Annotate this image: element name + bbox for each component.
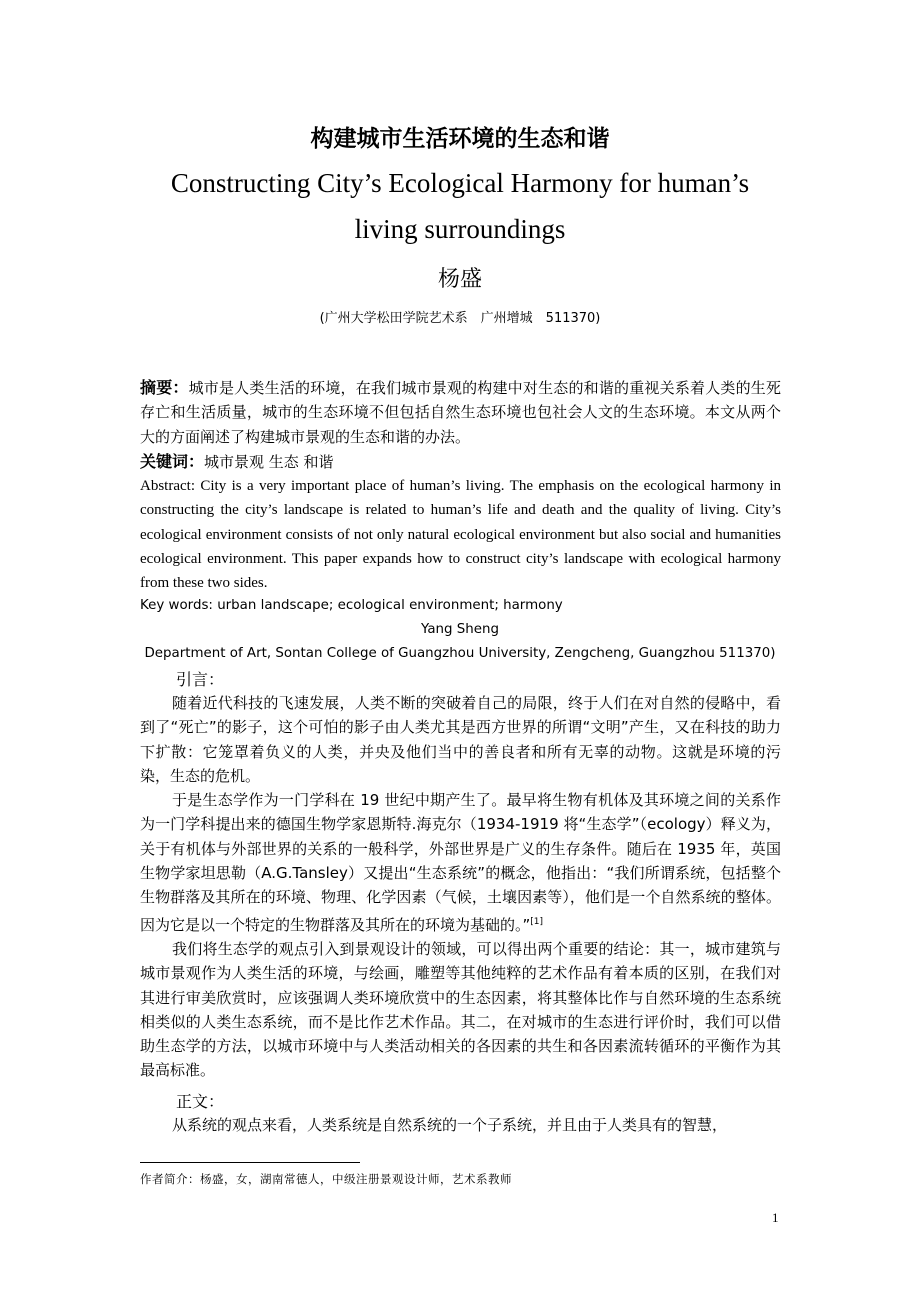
intro-heading: 引言： — [176, 670, 225, 689]
body-heading: 正文： — [176, 1092, 225, 1111]
intro-paragraph-text: 于是生态学作为一门学科在 19 世纪中期产生了。最早将生物有机体及其环境之间的关系作为一门学科提出来的德国生物学家恩斯特.海克尔（1934-1919 将“生态学”（ecology）释义为，关于有机体与外部世界的关系的一般科学，外部世界是广义的生存条件。随后在 1935 年，英国生物学家坦思勒（A.G.Tansley）又提出“生态系统”的概念，他指出：“我们所谓系统，包括整个生物群落及其所在的环境、物理、化学因素（气候，土壤因素等），他们是一个自然系统的整体。因为它是以一个特定的生物群落及其所在的环境为基础的。” — [140, 791, 781, 934]
keywords-chinese — [140, 450, 781, 474]
title-english-line1: Constructing City’s Ecological Harmony for human’s — [170, 168, 750, 198]
intro-section — [140, 691, 781, 1083]
footnote-divider — [140, 1162, 360, 1163]
affiliation-chinese: (广州大学松田学院艺术系 广州增城 511370) — [319, 311, 601, 326]
footnote-author-bio: 作者简介：杨盛，女，湖南常德人，中级注册景观设计师，艺术系教师 — [140, 1172, 512, 1186]
abstract-chinese — [140, 376, 781, 449]
abstract-english: Abstract: City is a very important place of human’s living. The emphasis on the ecological harmony in constructing the city’s landscape is related to human’s life and death and the quality of living. City’s ecological environment consists of not only natural ecological environment but also social and humanities ecological environment. This paper expands how to construct city’s landscape with ecological harmony from these two sides. — [140, 478, 781, 592]
intro-paragraph: 随着近代科技的飞速发展，人类不断的突破着自己的局限，终于人们在对自然的侵略中，看到了“死亡”的影子，这个可怕的影子由人类尤其是西方世界的所谓“文明”产生，又在科技的助力下扩散：它笼罩着负义的人类，并央及他们当中的善良者和所有无辜的动物。这就是环境的污染，生态的危机。 — [140, 694, 781, 785]
author-chinese: 杨盛 — [437, 267, 482, 292]
keywords-english: Key words: urban landscape; ecological environment; harmony — [140, 598, 563, 613]
title-chinese: 构建城市生活环境的生态和谐 — [310, 126, 610, 152]
citation-mark: [1] — [530, 916, 544, 927]
abstract-text: 城市是人类生活的环境，在我们城市景观的构建中对生态的和谐的重视关系着人类的生死存亡和生活质量，城市的生态环境不但包括自然生态环境也包社会人文的生态环境。本文从两个大的方面阐述了构建城市景观的生态和谐的办法。 — [140, 379, 781, 446]
affiliation-english: Department of Art, Sontan College of Guangzhou University, Zengcheng, Guangzhou 511370) — [144, 646, 776, 661]
author-english: Yang Sheng — [421, 622, 499, 637]
keywords-text: 城市景观 生态 和谐 — [204, 453, 334, 471]
intro-paragraph: 我们将生态学的观点引入到景观设计的领域，可以得出两个重要的结论：其一，城市建筑与城市景观作为人类生活的环境，与绘画，雕塑等其他纯粹的艺术作品有着本质的区别，在我们对其进行审美欣赏时，应该强调人类环境欣赏中的生态因素，将其整体比作与自然环境的生态系统相类似的人类生态系统，而不是比作艺术作品。其二，在对城市的生态进行评价时，我们可以借助生态学的方法，以城市环境中与人类活动相关的各因素的共生和各因素流转循环的平衡作为其最高标准。 — [140, 939, 781, 1080]
keywords-label: 关键词： — [140, 452, 205, 471]
page-number: 1 — [772, 1210, 779, 1225]
body-paragraph: 从系统的观点来看，人类系统是自然系统的一个子系统，并且由于人类具有的智慧， — [172, 1116, 728, 1134]
title-english-line2: living surroundings — [354, 214, 566, 244]
intro-paragraph — [140, 788, 781, 937]
body-section — [140, 1113, 781, 1137]
abstract-label: 摘要： — [140, 378, 189, 397]
